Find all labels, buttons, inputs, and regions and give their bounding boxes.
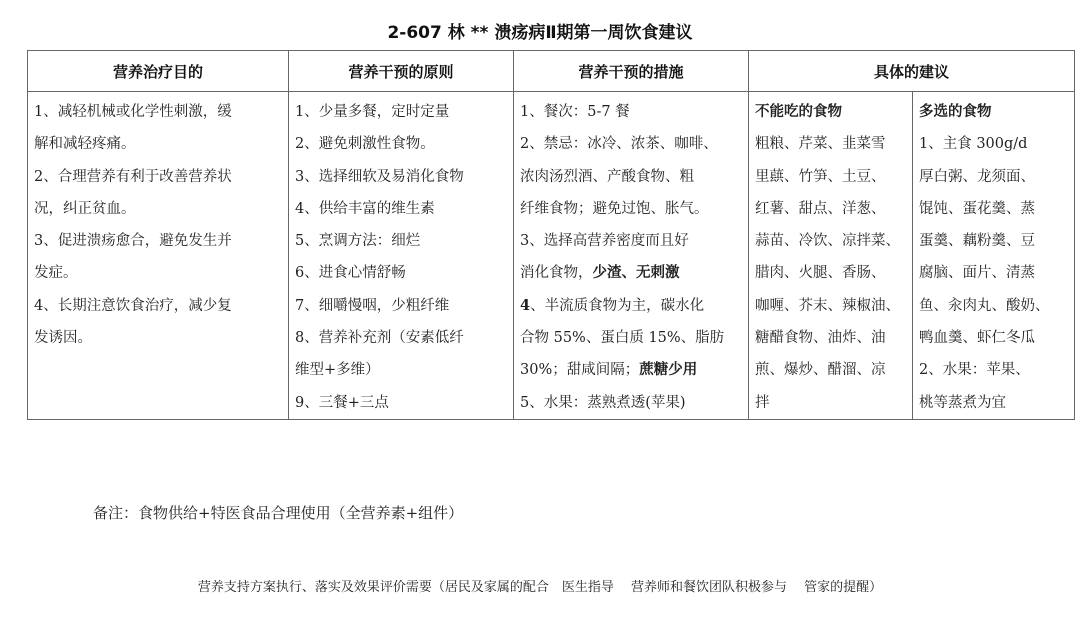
avoid-foods-heading: 不能吃的食物 — [755, 103, 842, 120]
measure-text: 30%；甜咸间隔； — [520, 362, 640, 379]
measure-line: 5、水果：蒸熟煮透(苹果) — [520, 394, 686, 411]
preferred-food-line: 2、水果：苹果、 — [919, 362, 1030, 379]
measure-line: 3、选择高营养密度而且好 — [520, 233, 689, 250]
preferred-food-line: 厚白粥、龙须面、 — [919, 168, 1035, 185]
header-principle: 营养干预的原则 — [289, 51, 514, 92]
avoid-food-line: 拌 — [755, 394, 770, 411]
page-title: 2-607 林 ** 溃疡病Ⅱ期第一周饮食建议 — [387, 23, 693, 43]
measure-emphasis: 蔗糖少用 — [639, 361, 698, 379]
goal-line: 2、合理营养有利于改善营养状 — [34, 168, 232, 185]
preferred-food-line: 蛋羹、藕粉羹、豆 — [919, 233, 1035, 250]
preferred-food-line: 馄饨、蛋花羹、蒸 — [919, 200, 1035, 217]
goal-line: 解和减轻疼痛。 — [34, 136, 136, 153]
principle-line: 1、少量多餐，定时定量 — [295, 104, 450, 120]
principle-line: 3、选择细软及易消化食物 — [295, 168, 464, 185]
measure-line — [520, 257, 743, 289]
header-goal: 营养治疗目的 — [28, 51, 289, 92]
measure-line: 纤维食物；避免过饱、胀气。 — [520, 200, 709, 217]
header-measures: 营养干预的措施 — [514, 51, 749, 92]
preferred-food-line: 桃等蒸煮为宜 — [919, 394, 1006, 411]
preferred-foods-heading: 多选的食物 — [919, 103, 992, 120]
measure-line — [520, 290, 743, 322]
table-header-row — [28, 51, 1075, 92]
principle-line: 维型+多维） — [295, 362, 380, 379]
goal-line: 况，纠正贫血。 — [34, 200, 136, 217]
avoid-food-line: 腊肉、火腿、香肠、 — [755, 265, 886, 282]
footer-text: 营养支持方案执行、落实及效果评价需要（居民及家属的配合 医生指导 营养师和餐饮团队积极参与 管家的提醒） — [197, 580, 883, 595]
preferred-food-line: 鱼、汆肉丸、酸奶、 — [919, 297, 1050, 314]
preferred-food-line: 腐脑、面片、清蒸 — [919, 265, 1035, 282]
principle-line: 7、细嚼慢咽，少粗纤维 — [295, 297, 450, 314]
measure-line — [520, 354, 743, 386]
preferred-food-line: 鸭血羹、虾仁冬瓜 — [919, 330, 1035, 347]
principle-line: 5、烹调方法：细烂 — [295, 233, 421, 250]
principle-line: 6、进食心情舒畅 — [295, 265, 406, 282]
avoid-food-line: 咖喱、芥末、辣椒油、 — [755, 297, 900, 314]
avoid-food-line: 里蕻、竹笋、土豆、 — [755, 168, 886, 185]
principle-cell — [289, 92, 514, 420]
principle-line: 4、供给丰富的维生素 — [295, 200, 435, 217]
goal-cell — [28, 92, 289, 420]
measure-line: 1、餐次：5-7 餐 — [520, 104, 630, 120]
table-body-row — [28, 92, 1075, 420]
avoid-food-line: 粗粮、芹菜、韭菜雪 — [755, 136, 886, 153]
diet-advice-table — [27, 50, 1075, 420]
goal-line: 3、促进溃疡愈合，避免发生并 — [34, 233, 232, 250]
avoid-food-line: 糖醋食物、油炸、油 — [755, 330, 886, 347]
measures-cell — [514, 92, 749, 420]
principle-line: 9、三餐+三点 — [295, 394, 389, 411]
goal-line: 1、减轻机械或化学性刺激，缓 — [34, 104, 232, 120]
measure-text: 、半流质食物为主，碳水化 — [530, 297, 705, 314]
measure-number: 4 — [520, 296, 531, 314]
measure-emphasis: 少渣、无刺激 — [592, 264, 680, 282]
measure-text: 消化食物， — [520, 265, 593, 282]
goal-line: 4、长期注意饮食治疗，减少复 — [34, 297, 232, 314]
principle-line: 8、营养补充剂（安素低纤 — [295, 330, 464, 347]
header-advice: 具体的建议 — [749, 51, 1075, 92]
avoid-food-line: 蒜苗、冷饮、凉拌菜、 — [755, 233, 900, 250]
measure-line: 2、禁忌：冰冷、浓茶、咖啡、 — [520, 136, 718, 153]
remark-note: 备注：食物供给+特医食品合理使用（全营养素+组件） — [93, 504, 464, 522]
preferred-foods-cell — [913, 92, 1075, 420]
principle-line: 2、避免刺激性食物。 — [295, 136, 435, 153]
avoid-foods-cell — [749, 92, 913, 420]
measure-line: 合物 55%、蛋白质 15%、脂肪 — [520, 330, 725, 347]
measure-line: 浓肉汤烈酒、产酸食物、粗 — [520, 168, 694, 185]
avoid-food-line: 红薯、甜点、洋葱、 — [755, 200, 886, 217]
goal-line: 发诱因。 — [34, 330, 92, 347]
goal-line: 发症。 — [34, 265, 78, 282]
avoid-food-line: 煎、爆炒、醋溜、凉 — [755, 362, 886, 379]
preferred-food-line: 1、主食 300g/d — [919, 136, 1028, 153]
